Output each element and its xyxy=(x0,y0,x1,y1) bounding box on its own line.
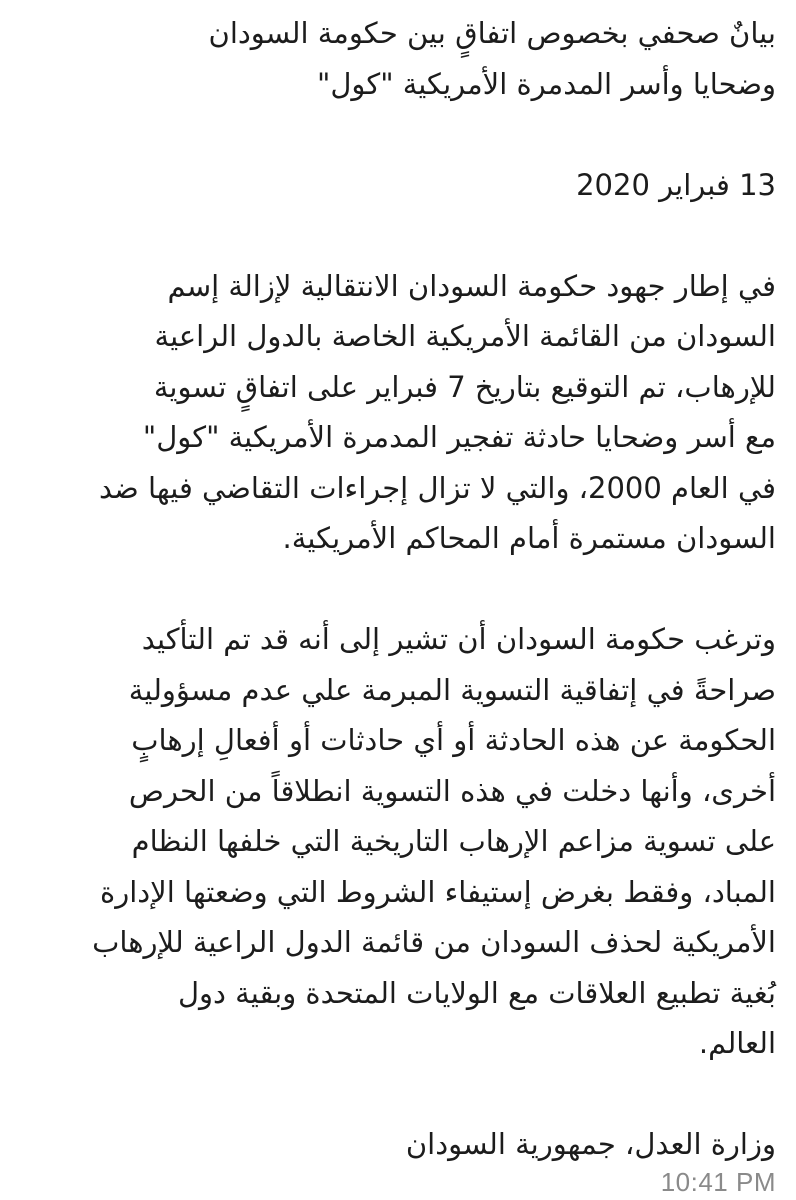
paragraph-2-line: على تسوية مزاعم الإرهاب التاريخية التي خلفها النظام xyxy=(131,824,776,858)
paragraph-1-line: السودان مستمرة أمام المحاكم الأمريكية. xyxy=(282,521,776,555)
blank-line xyxy=(14,210,776,261)
paragraph-2-line: العالم. xyxy=(698,1026,776,1060)
paragraph-2-line: وترغب حكومة السودان أن تشير إلى أنه قد تم التأكيد xyxy=(141,622,776,656)
paragraph-1-line: مع أسر وضحايا حادثة تفجير المدمرة الأمريكية "كول" xyxy=(142,420,776,454)
message-text xyxy=(14,0,776,1170)
paragraph-2-line: صراحةً في إتفاقية التسوية المبرمة علي عدم مسؤولية xyxy=(128,672,776,707)
date-line: 13 فبراير 2020 xyxy=(576,167,776,202)
title-line: بيانٌ صحفي بخصوص اتفاقٍ بين حكومة السودان xyxy=(208,16,776,50)
message-timestamp: 10:41 PM xyxy=(660,1167,776,1197)
paragraph-2-line: بُغية تطبيع العلاقات مع الولايات المتحدة وبقية دول xyxy=(177,975,776,1010)
blank-line xyxy=(14,564,776,615)
paragraph-2-line: الحكومة عن هذه الحادثة أو أي حادثات أو أفعالِ إرهابٍ xyxy=(131,723,776,757)
title-line: وضحايا وأسر المدمرة الأمريكية "كول" xyxy=(317,66,776,101)
paragraph-1-line: السودان من القائمة الأمريكية الخاصة بالدول الراعية xyxy=(154,319,776,353)
blank-line xyxy=(14,109,776,160)
signature-line: وزارة العدل، جمهورية السودان xyxy=(405,1127,776,1161)
paragraph-1-line: للإرهاب، تم التوقيع بتاريخ 7 فبراير على اتفاقٍ تسوية xyxy=(153,369,776,404)
paragraph-2-line: أخرى، وأنها دخلت في هذه التسوية انطلاقاً من الحرص xyxy=(128,773,776,808)
paragraph-1-line: في العام 2000، والتي لا تزال إجراءات التقاضي فيها ضد xyxy=(98,470,776,505)
paragraph-2-line: الأمريكية لحذف السودان من قائمة الدول الراعية للإرهاب xyxy=(92,925,776,959)
blank-line xyxy=(14,1069,776,1120)
paragraph-1-line: في إطار جهود حكومة السودان الانتقالية لإزالة إسم xyxy=(167,268,776,303)
paragraph-2-line: المباد، وفقط بغرض إستيفاء الشروط التي وضعتها الإدارة xyxy=(100,874,776,909)
